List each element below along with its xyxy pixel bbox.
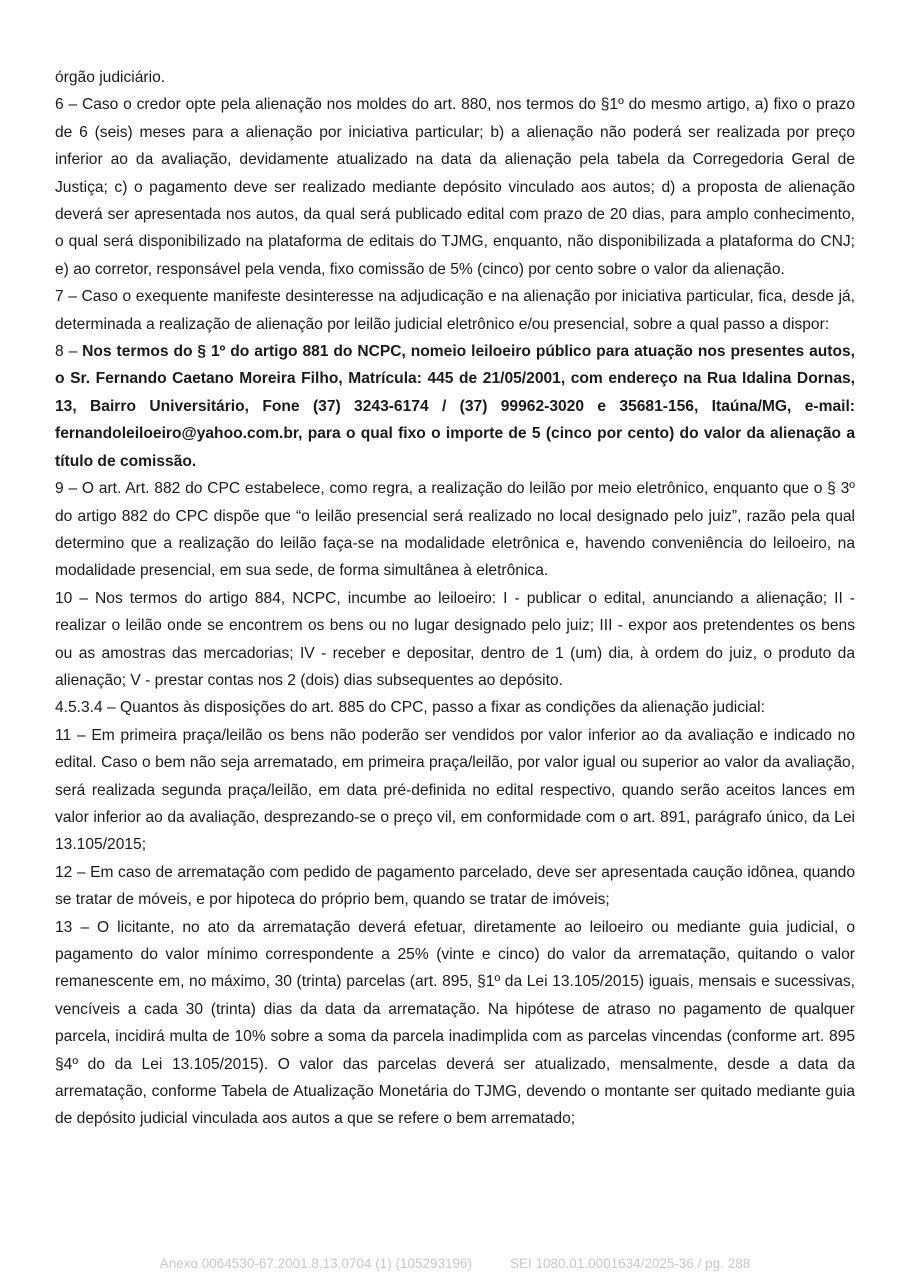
paragraph-item-11: 11 – Em primeira praça/leilão os bens não poderão ser vendidos por valor inferior ao da avaliação e indicado no edital. Caso o bem não seja arrematado, em primeira praça/leilão, por valor igual ou superior ao valor da avaliação, será realizada segunda praça/leilão, em data pré-definida no edital respectivo, quando serão aceitos lances em valor inferior ao da avaliação, desprezando-se o preço vil, em conformidade com o art. 891, parágrafo único, da Lei 13.105/2015;: [55, 726, 855, 854]
document-body: [55, 64, 855, 1133]
page-footer: [0, 1256, 910, 1271]
paragraph-item-10: 10 – Nos termos do artigo 884, NCPC, incumbe ao leiloeiro: I - publicar o edital, anunciando a alienação; II - realizar o leilão onde se encontrem os bens ou no lugar designado pelo juiz; III - expor aos pretendentes os bens ou as amostras das mercadorias; IV - receber e depositar, dentro de 1 (um) dia, à ordem do juiz, o produto da alienação; V - prestar contas nos 2 (dois) dias subsequentes ao depósito.: [55, 589, 855, 689]
paragraph-continuation: órgão judiciário.: [55, 69, 166, 86]
paragraph-item-8: [55, 338, 855, 475]
paragraph-item-8-bold-text: Nos termos do § 1º do artigo 881 do NCPC, nomeio leiloeiro público para atuação nos presentes autos, o Sr. Fernando Caetano Moreira Filho, Matrícula: 445 de 21/05/2001, com endereço na Rua Idalina Dornas, 13, Bairro Universitário, Fone (37) 3243-6174 / (37) 99962-3020 e 35681-156, Itaúna/MG, e-mail: fernandoleiloeiro@yahoo.com.br, para o qual fixo o importe de 5 (cinco por cento) do valor da alienação a título de comissão.: [55, 343, 855, 470]
paragraph-item-12: 12 – Em caso de arrematação com pedido de pagamento parcelado, deve ser apresentada caução idônea, quando se tratar de móveis, e por hipoteca do próprio bem, quando se tratar de imóveis;: [55, 863, 855, 909]
paragraph-item-6: 6 – Caso o credor opte pela alienação nos moldes do art. 880, nos termos do §1º do mesmo artigo, a) fixo o prazo de 6 (seis) meses para a alienação por iniciativa particular; b) a alienação não poderá ser realizada por preço inferior ao da avaliação, devidamente atualizado na data da alienação pela tabela da Corregedoria Geral de Justiça; c) o pagamento deve ser realizado mediante depósito vinculado aos autos; d) a proposta de alienação deverá ser apresentada nos autos, da qual será publicado edital com prazo de 20 dias, para amplo conhecimento, o qual será disponibilizado na plataforma de editais do TJMG, enquanto, não disponibilizada a plataforma do CNJ; e) ao corretor, responsável pela venda, fixo comissão de 5% (cinco) por cento sobre o valor da alienação.: [55, 96, 855, 278]
paragraph-item-9: 9 – O art. Art. 882 do CPC estabelece, como regra, a realização do leilão por meio eletrônico, enquanto que o § 3º do artigo 882 do CPC dispõe que “o leilão presencial será realizado no local designado pelo juiz”, razão pela qual determino que a realização do leilão faça-se na modalidade eletrônica e, havendo conveniência do leiloeiro, na modalidade presencial, em sua sede, de forma simultânea à eletrônica.: [55, 480, 855, 580]
footer-attachment-reference: Anexo 0064530-67.2001.8.13.0704 (1) (105293196): [159, 1256, 473, 1271]
paragraph-item-8-number: 8 –: [55, 343, 83, 361]
footer-sei-reference: SEI 1080.01.0001634/2025-36 / pg. 288: [510, 1256, 751, 1271]
paragraph-item-13: 13 – O licitante, no ato da arrematação deverá efetuar, diretamente ao leiloeiro ou mediante guia judicial, o pagamento do valor mínimo correspondente a 25% (vinte e cinco) do valor da arrematação, quitando o valor remanescente em, no máximo, 30 (trinta) parcelas (art. 895, §1º da Lei 13.105/2015) iguais, mensais e sucessivas, vencíveis a cada 30 (trinta) dias da data da arrematação. Na hipótese de atraso no pagamento de qualquer parcela, incidirá multa de 10% sobre a soma da parcela inadimplida com as parcelas vincendas (conforme art. 895 §4º do da Lei 13.105/2015). O valor das parcelas deverá ser atualizado, mensalmente, desde a data da arrematação, conforme Tabela de Atualização Monetária do TJMG, devendo o montante ser quitado mediante guia de depósito judicial vinculada aos autos a que se refere o bem arrematado;: [55, 918, 855, 1128]
paragraph-item-7: 7 – Caso o exequente manifeste desinteresse na adjudicação e na alienação por iniciativa particular, fica, desde já, determinada a realização de alienação por leilão judicial eletrônico e/ou presencial, sobre a qual passo a dispor:: [55, 288, 855, 333]
paragraph-item-4-5-3-4: 4.5.3.4 – Quantos às disposições do art. 885 do CPC, passo a fixar as condições da alienação judicial:: [55, 699, 765, 717]
